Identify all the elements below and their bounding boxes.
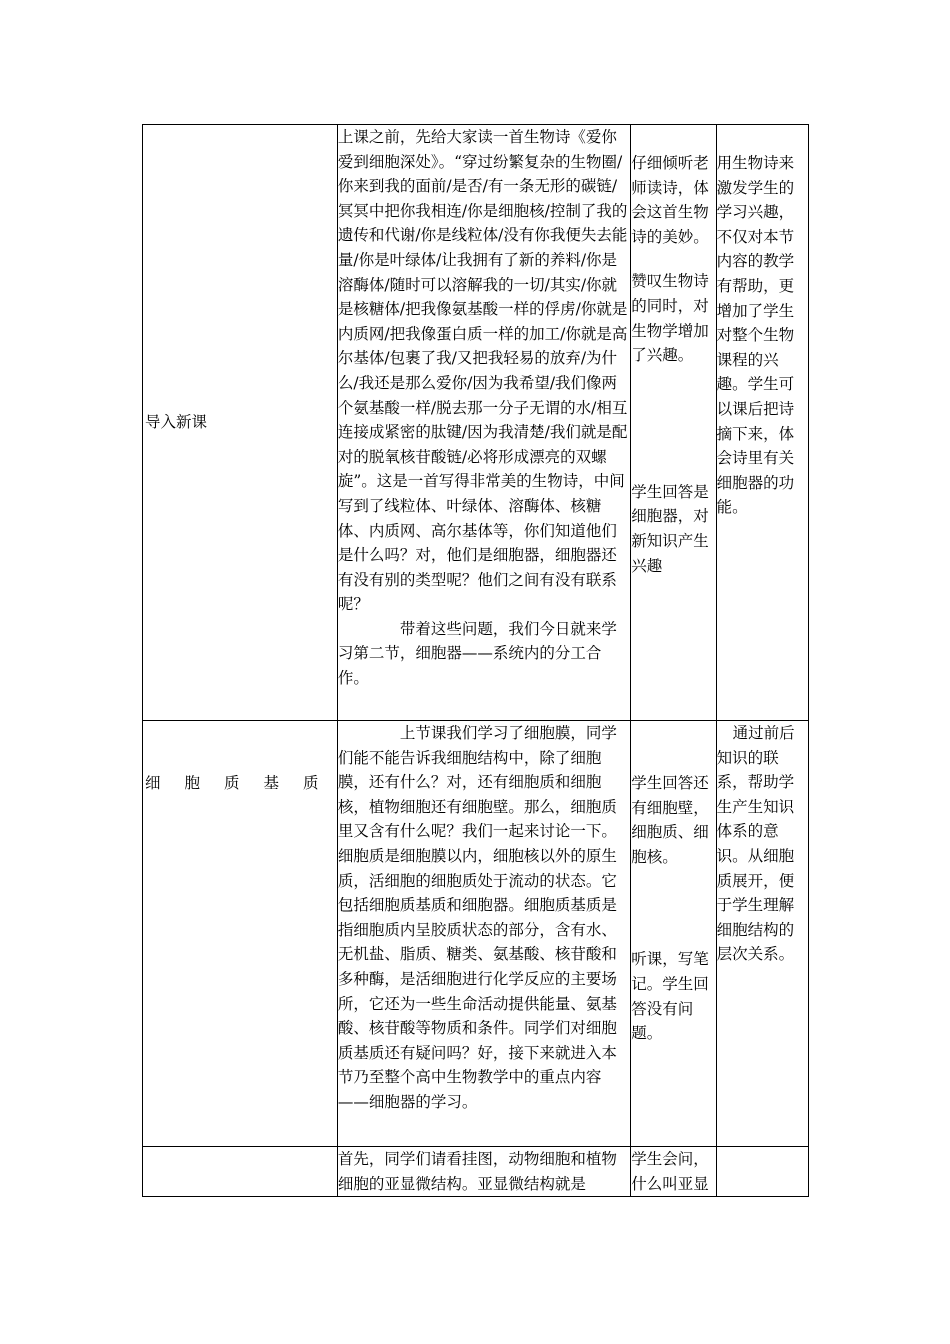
- design-intent-text: 通过前后知识的联系，帮助学生产生知识体系的意识。从细胞质展开，便于学生理解细胞结构的层次关系。: [716, 724, 795, 964]
- table-row-intro: [143, 125, 809, 721]
- teacher-activity-text: 上课之前，先给大家读一首生物诗《爱你爱到细胞深处》。“穿过纷繁复杂的生物圈/你来到我的面前/是否/有一条无形的碳链/冥冥中把你我相连/你是细胞核/控制了我的遗传和代谢/你是线粒体/没有你我便失去能量/你是叶绿体/让我拥有了新的养料/你是溶酶体/随时可以溶解我的一切/其实/你就是核糖体/把我像氨基酸一样的俘虏/你就是内质网/把我像蛋白质一样的加工/你就是高尔基体/包裹了我/又把我轻易的放弃/为什么/我还是那么爱你/因为我希望/我们像两个氨基酸一样/脱去那一分子无谓的水/相互连接成紧密的肽键/因为我清楚/我们就是配对的脱氧核苷酸链/必将形成漂亮的双螺旋”。这是一首写得非常美的生物诗，中间写到了线粒体、叶绿体、溶酶体、核糖体、内质网、高尔基体等，你们知道他们是什么吗？对，他们是细胞器，细胞器还有没有别的类型呢？他们之间有没有联系呢？: [337, 128, 628, 614]
- stage-label: 导入新课: [145, 413, 208, 432]
- teacher-activity-cell: [337, 1147, 630, 1197]
- design-intent-text: 用生物诗来激发学生的学习兴趣，不仅对本节内容的教学有帮助，更增加了学生对整个生物课程的兴趣。学生可以课后把诗摘下来，体会诗里有关细胞器的功能。: [716, 154, 795, 517]
- stage-label: 细胞质基质: [145, 774, 343, 792]
- student-activity-text: 听课，写笔记。学生回答没有问题。: [631, 950, 709, 1043]
- student-activity-cell: [631, 1147, 716, 1197]
- student-activity-text: 仔细倾听老师读诗，体会这首生物诗的美妙。: [631, 154, 709, 246]
- student-activity-text: 学生回答是细胞器，对新知识产生兴趣: [631, 482, 709, 575]
- student-activity-cell: [631, 125, 716, 721]
- teacher-activity-cell: [337, 721, 630, 1147]
- lesson-plan-table: [142, 124, 809, 1197]
- student-activity-text: 赞叹生物诗的同时，对生物学增加了兴趣。: [631, 272, 709, 365]
- table-row-continued: [143, 1147, 809, 1197]
- teacher-activity-text: 带着这些问题，我们今日就来学习第二节，细胞器——系统内的分工合作。: [337, 619, 617, 688]
- teacher-activity-cell: [337, 125, 630, 721]
- table-row-cytoplasm: [143, 721, 809, 1147]
- design-intent-cell: [716, 125, 808, 721]
- stage-cell-intro: [143, 125, 338, 721]
- design-intent-cell: [716, 721, 808, 1147]
- stage-cell-cytoplasm: [143, 721, 343, 1147]
- teacher-activity-text: 上节课我们学习了细胞膜，同学们能不能告诉我细胞结构中，除了细胞膜，还有什么？对，还有细胞质和细胞核，植物细胞还有细胞壁。那么，细胞质里又含有什么呢？我们一起来讨论一下。细胞质是细胞膜以内，细胞核以外的原生质，活细胞的细胞质处于流动的状态。它包括细胞质基质和细胞器。细胞质基质是指细胞质内呈胶质状态的部分，含有水、无机盐、脂质、糖类、氨基酸、核苷酸和多种酶，是活细胞进行化学反应的主要场所，它还为一些生命活动提供能量、氨基酸、核苷酸等物质和条件。同学们对细胞质基质还有疑问吗？好，接下来就进入本节乃至整个高中生物教学中的重点内容——细胞器的学习。: [337, 724, 617, 1111]
- student-activity-text: 学生会问，什么叫亚显: [631, 1150, 709, 1193]
- stage-cell-empty: [143, 1147, 338, 1197]
- student-activity-cell: [631, 721, 716, 1147]
- design-intent-cell: [716, 1147, 808, 1197]
- teacher-activity-text: 首先，同学们请看挂图，动物细胞和植物细胞的亚显微结构。亚显微结构就是: [337, 1150, 617, 1193]
- student-activity-text: 学生回答还有细胞壁，细胞质、细胞核。: [631, 774, 709, 866]
